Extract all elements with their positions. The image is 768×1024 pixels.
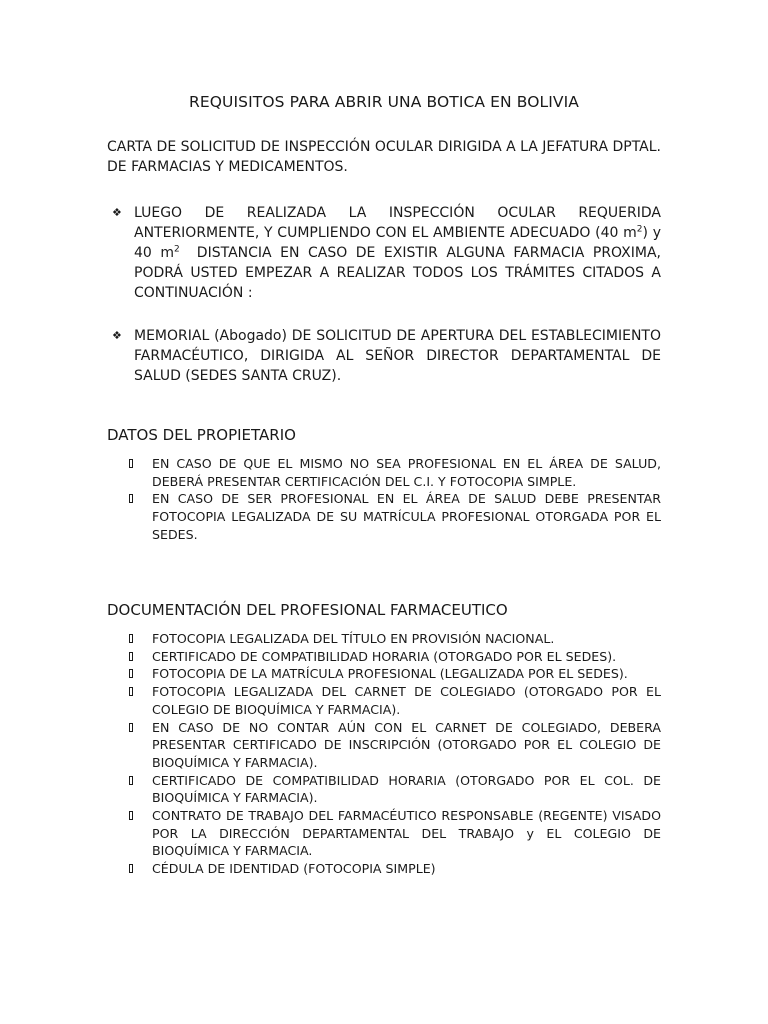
list-item-text: EN CASO DE NO CONTAR AÚN CON EL CARNET DE COLEGIADO, DEBERA PRESENTAR CERTIFICADO DE INSCRIPCIÓN (OTORGADO POR EL COLEGIO DE BIOQUÍMICA Y FARMACIA).: [152, 719, 661, 770]
owner-section-heading: DATOS DEL PROPIETARIO: [107, 426, 296, 444]
professional-section-heading: DOCUMENTACIÓN DEL PROFESIONAL FARMACEUTICO: [107, 601, 508, 619]
list-item-text: CERTIFICADO DE COMPATIBILIDAD HORARIA (OTORGADO POR EL COL. DE BIOQUÍMICA Y FARMACIA).: [152, 772, 661, 806]
intro-paragraph: CARTA DE SOLICITUD DE INSPECCIÓN OCULAR DIRIGIDA A LA JEFATURA DPTAL. DE FARMACIAS Y MEDICAMENTOS.: [107, 139, 662, 175]
list-item: [107, 648, 661, 666]
list-item: [107, 683, 661, 718]
square-bullet-icon: [129, 652, 133, 661]
list-item: [107, 630, 661, 648]
square-bullet-icon: [129, 459, 133, 468]
list-item: [107, 490, 661, 543]
square-bullet-icon: [129, 669, 133, 678]
diamond-item-inspection: [107, 203, 670, 303]
list-item-text: CERTIFICADO DE COMPATIBILIDAD HORARIA (OTORGADO POR EL SEDES).: [152, 648, 617, 664]
square-bullet-icon: [129, 494, 133, 503]
diamond-bullet-icon: ❖: [112, 329, 122, 342]
professional-requirements-list: [107, 630, 661, 878]
square-bullet-icon: [129, 811, 133, 820]
list-item: [107, 807, 661, 860]
text-segment: ) y 40 m: [134, 225, 662, 261]
owner-requirements-list: [107, 455, 661, 544]
diamond-item-text: MEMORIAL (Abogado) DE SOLICITUD DE APERTURA DEL ESTABLECIMIENTO FARMACÉUTICO, DIRIGIDA AL SEÑOR DIRECTOR DEPARTAMENTAL DE SALUD (SEDES SANTA CRUZ).: [134, 328, 661, 384]
list-item: [107, 455, 661, 490]
square-bullet-icon: [129, 687, 133, 696]
square-bullet-icon: [129, 776, 133, 785]
list-item-text: CONTRATO DE TRABAJO DEL FARMACÉUTICO RESPONSABLE (REGENTE) VISADO POR LA DIRECCIÓN DEPARTAMENTAL DEL TRABAJO y EL COLEGIO DE BIOQUÍMICA Y FARMACIA.: [152, 808, 661, 859]
list-item: [107, 719, 661, 772]
text-segment: DISTANCIA EN CASO DE EXISTIR ALGUNA FARMACIA PROXIMA, PODRÁ USTED EMPEZAR A REALIZAR TODOS LOS TRÁMITES CITADOS A CONTINUACIÓN :: [134, 245, 670, 301]
list-item-text: CÉDULA DE IDENTIDAD (FOTOCOPIA SIMPLE): [152, 861, 436, 877]
diamond-item-text: [134, 203, 670, 303]
superscript: 2: [636, 224, 643, 235]
list-item-text: FOTOCOPIA LEGALIZADA DEL CARNET DE COLEGIADO (OTORGADO POR EL COLEGIO DE BIOQUÍMICA Y FARMACIA).: [152, 684, 661, 717]
list-item: [107, 860, 661, 878]
square-bullet-icon: [129, 723, 133, 732]
diamond-bullet-icon: ❖: [112, 206, 122, 219]
list-item-text: FOTOCOPIA DE LA MATRÍCULA PROFESIONAL (LEGALIZADA POR EL SEDES).: [152, 666, 628, 682]
text-segment: LUEGO DE REALIZADA LA INSPECCIÓN OCULAR REQUERIDA ANTERIORMENTE, Y CUMPLIENDO CON EL AMBIENTE ADECUADO (40 m: [134, 205, 661, 241]
list-item-text: EN CASO DE QUE EL MISMO NO SEA PROFESIONAL EN EL ÁREA DE SALUD, DEBERÁ PRESENTAR CERTIFICACIÓN DEL C.I. Y FOTOCOPIA SIMPLE.: [152, 456, 661, 489]
superscript: 2: [174, 244, 180, 255]
square-bullet-icon: [129, 864, 133, 873]
diamond-item-memorial: [107, 326, 661, 386]
square-bullet-icon: [129, 634, 133, 643]
document-title: REQUISITOS PARA ABRIR UNA BOTICA EN BOLIVIA: [188, 93, 579, 111]
list-item: [107, 772, 661, 807]
list-item: [107, 665, 661, 683]
list-item-text: EN CASO DE SER PROFESIONAL EN EL ÁREA DE SALUD DEBE PRESENTAR FOTOCOPIA LEGALIZADA DE SU MATRÍCULA PROFESIONAL OTORGADA POR EL SEDES.: [152, 491, 661, 542]
list-item-text: FOTOCOPIA LEGALIZADA DEL TÍTULO EN PROVISIÓN NACIONAL.: [152, 631, 555, 646]
